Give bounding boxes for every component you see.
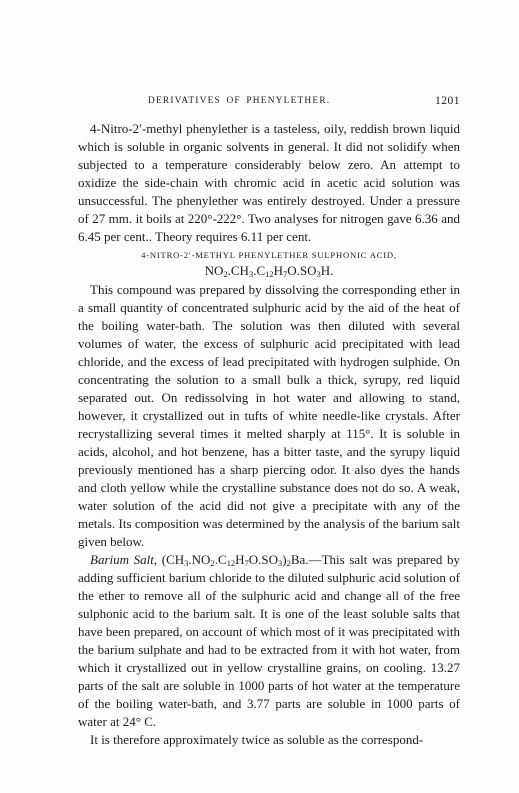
paragraph-nitro-methyl-phenylether: 4-Nitro-2′-methyl phenylether is a tasteless, oily, reddish brown liquid which is soluble in organic solvents in general. It did not solidify when subjected to a temperature considerably below zero. An attempt to oxidize the side-chain with chromic acid in acetic acid solution was unsuccessful. The phenylether was entirely destroyed. Under a pressure of 27 mm. it boils at 220°-222°. Two analyses for nitrogen gave 6.36 and 6.45 per cent.. Theory requires 6.11 per cent.	[78, 121, 460, 244]
acid-formula: $NO_2.CH_3.C_{12}H_7O.SO_3H$.	[204, 263, 334, 279]
section-heading: 4-NITRO-2′-METHYL PHENYLETHER SULPHONIC ACID,	[141, 250, 397, 260]
page-number: 1201	[435, 95, 460, 107]
running-title: DERIVATIVES OF PHENYLETHER.	[148, 96, 331, 106]
barium-salt-label: Barium Salt,	[90, 552, 158, 567]
paragraph-sulphonic-acid-preparation: This compound was prepared by dissolving the corresponding ether in a small quantity of concentrated sulphuric acid by the aid of the heat of the boiling water-bath. The solution was then diluted with several volumes of water, the excess of sulphuric acid precipitated with lead chloride, and the excess of lead precipitated with hydrogen sulphide. On concentrating the solution to a small bulk a thick, syrupy, red liquid separated out. On redissolving in hot water and allowing to stand, however, it crystallized out in tufts of white needle-like crystals. After recrystallizing several times it melted sharply at 115°. It is soluble in acids, alcohol, and hot benzene, has a bitter taste, and the syrupy liquid previously mentioned has a sharp piercing odor. It also dyes the hands and cloth yellow while the crystalline substance does not do so. A weak, water solution of the acid did not give a precipitate with any of the metals. Its composition was determined by the analysis of the barium salt given below.	[78, 282, 460, 549]
paragraph-barium-salt	[78, 551, 460, 731]
barium-formula: $(CH_3.NO_2.C_{12}H_7O.SO_3)_2Ba$	[161, 552, 306, 568]
body-text	[78, 120, 460, 749]
barium-salt-text: .—This salt was prepared by adding sufficient barium chloride to the diluted sulphuric acid solution of the ether to remove all of the sulphuric acid and change all of the free sulphonic acid to the barium salt. It is one of the least soluble salts that have been prepared, on account of which most of it was precipitated with the barium sulphate and had to be extracted from it with hot water, from which it crystallized out in yellow crystalline grains, on cooling. 13.27 parts of the salt are soluble in 1000 parts of hot water at the temperature of the boiling water-bath, and 3.77 parts are soluble in 1000 parts of water at 24° C.	[78, 552, 461, 729]
paragraph-solubility-comparison: It is therefore approximately twice as soluble as the correspond-	[90, 732, 424, 747]
running-head	[60, 96, 460, 110]
